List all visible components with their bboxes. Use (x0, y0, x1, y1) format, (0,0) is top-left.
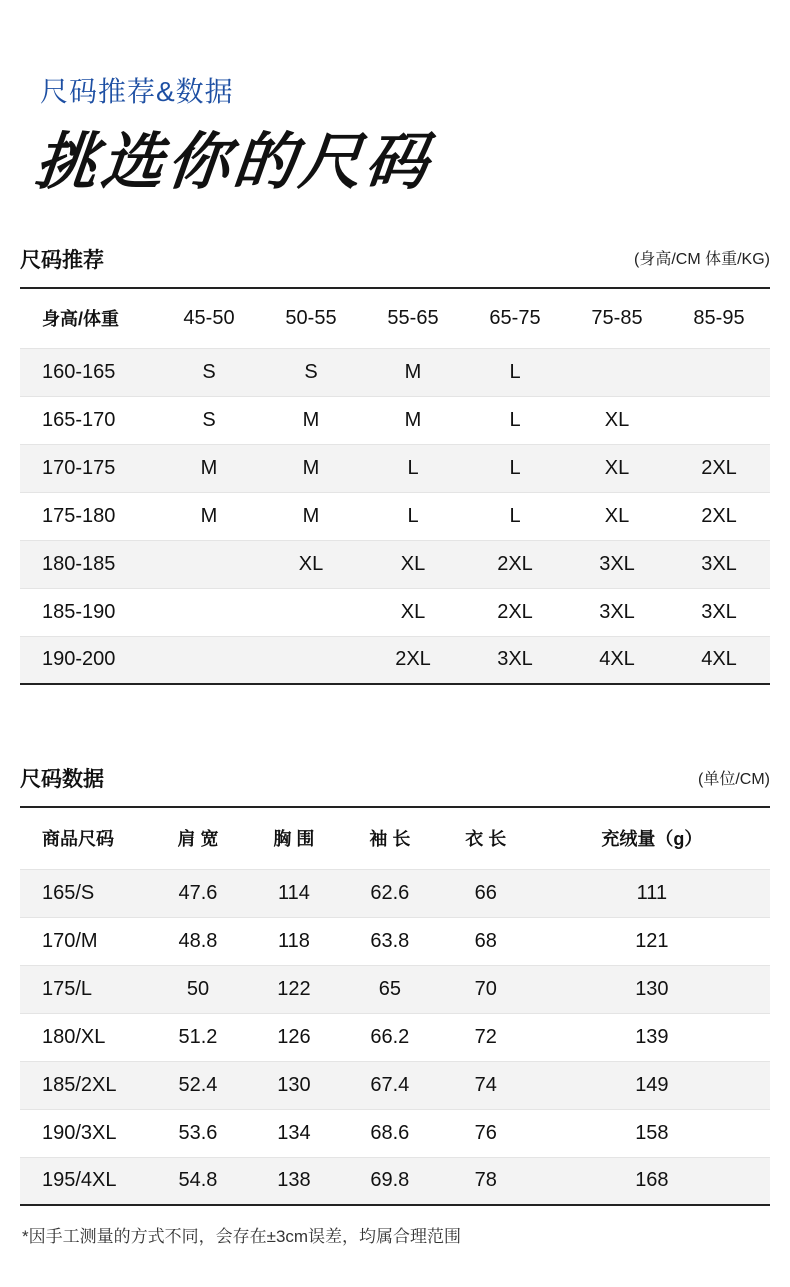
row-label-cell: 195/4XL (20, 1157, 150, 1205)
table-cell: 130 (534, 965, 770, 1013)
table-cell: 2XL (464, 540, 566, 588)
table-row (20, 588, 770, 636)
table-cell (566, 348, 668, 396)
column-header: 充绒量（g） (534, 807, 770, 869)
column-header: 胸 围 (246, 807, 342, 869)
table-cell: 4XL (566, 636, 668, 684)
table-cell: 2XL (668, 444, 770, 492)
table-cell: 69.8 (342, 1157, 438, 1205)
table-cell: S (158, 396, 260, 444)
row-label-cell: 180-185 (20, 540, 158, 588)
table-cell: 74 (438, 1061, 534, 1109)
column-header: 肩 宽 (150, 807, 246, 869)
data-section-title: 尺码数据 (20, 768, 104, 791)
table-cell (260, 588, 362, 636)
table-cell: 50 (150, 965, 246, 1013)
table-header-row (20, 807, 770, 869)
table-row (20, 348, 770, 396)
table-cell (260, 636, 362, 684)
table-cell: 111 (534, 869, 770, 917)
table-cell (158, 540, 260, 588)
column-header: 商品尺码 (20, 807, 150, 869)
table-cell: 3XL (668, 540, 770, 588)
table-row (20, 1109, 770, 1157)
row-label-cell: 170-175 (20, 444, 158, 492)
table-cell: 126 (246, 1013, 342, 1061)
column-header: 身高/体重 (20, 288, 158, 348)
size-recommendation-table (20, 287, 770, 685)
table-row (20, 444, 770, 492)
table-cell: 158 (534, 1109, 770, 1157)
table-cell: L (362, 492, 464, 540)
table-cell: 134 (246, 1109, 342, 1157)
table-cell: 68.6 (342, 1109, 438, 1157)
table-cell: 2XL (668, 492, 770, 540)
table-cell: 2XL (464, 588, 566, 636)
table-cell: L (464, 396, 566, 444)
row-label-cell: 190-200 (20, 636, 158, 684)
table-cell: L (464, 444, 566, 492)
recommend-unit-note: (身高/CM 体重/KG) (634, 251, 770, 268)
table-cell: 63.8 (342, 917, 438, 965)
column-header: 55-65 (362, 288, 464, 348)
table-cell: 3XL (668, 588, 770, 636)
table-cell: XL (566, 444, 668, 492)
table-cell: 3XL (464, 636, 566, 684)
table-cell: 66 (438, 869, 534, 917)
table-cell (668, 348, 770, 396)
table-header-row (20, 288, 770, 348)
table-row (20, 869, 770, 917)
table-cell: 139 (534, 1013, 770, 1061)
table-cell: 51.2 (150, 1013, 246, 1061)
table-cell: XL (566, 492, 668, 540)
row-label-cell: 185-190 (20, 588, 158, 636)
table-row (20, 1013, 770, 1061)
column-header: 衣 长 (438, 807, 534, 869)
table-row (20, 917, 770, 965)
row-label-cell: 185/2XL (20, 1061, 150, 1109)
column-header: 85-95 (668, 288, 770, 348)
row-label-cell: 175-180 (20, 492, 158, 540)
table-cell: 72 (438, 1013, 534, 1061)
table-cell: 66.2 (342, 1013, 438, 1061)
table-cell: M (362, 396, 464, 444)
page-headline: 挑选你的尺码 (31, 128, 436, 197)
table-cell: 121 (534, 917, 770, 965)
recommend-section-title: 尺码推荐 (20, 249, 104, 272)
table-cell: 52.4 (150, 1061, 246, 1109)
table-cell: M (362, 348, 464, 396)
row-label-cell: 175/L (20, 965, 150, 1013)
table-cell: 65 (342, 965, 438, 1013)
table-cell: 122 (246, 965, 342, 1013)
table-cell: 47.6 (150, 869, 246, 917)
column-header: 45-50 (158, 288, 260, 348)
page-subtitle: 尺码推荐&数据 (40, 76, 234, 107)
table-cell (158, 588, 260, 636)
table-cell: L (362, 444, 464, 492)
measurement-footnote: *因手工测量的方式不同，会存在±3cm误差，均属合理范围 (22, 1227, 462, 1246)
table-cell: 168 (534, 1157, 770, 1205)
row-label-cell: 180/XL (20, 1013, 150, 1061)
table-cell (158, 636, 260, 684)
table-cell: 3XL (566, 540, 668, 588)
table-row (20, 396, 770, 444)
table-cell: 138 (246, 1157, 342, 1205)
table-cell: 70 (438, 965, 534, 1013)
column-header: 50-55 (260, 288, 362, 348)
table-row (20, 1061, 770, 1109)
table-cell: 62.6 (342, 869, 438, 917)
table-cell: S (158, 348, 260, 396)
table-cell: 76 (438, 1109, 534, 1157)
table-cell: 130 (246, 1061, 342, 1109)
table-cell: XL (362, 540, 464, 588)
table-cell: XL (260, 540, 362, 588)
data-unit-note: (单位/CM) (698, 771, 770, 788)
table-cell: XL (362, 588, 464, 636)
table-cell: 67.4 (342, 1061, 438, 1109)
table-cell: XL (566, 396, 668, 444)
table-cell: M (158, 492, 260, 540)
table-cell: M (260, 444, 362, 492)
table-cell: 53.6 (150, 1109, 246, 1157)
table-cell: L (464, 492, 566, 540)
table-cell: 48.8 (150, 917, 246, 965)
column-header: 袖 长 (342, 807, 438, 869)
size-data-table (20, 806, 770, 1206)
table-row (20, 636, 770, 684)
table-cell: 78 (438, 1157, 534, 1205)
table-cell: 2XL (362, 636, 464, 684)
table-cell: 149 (534, 1061, 770, 1109)
row-label-cell: 160-165 (20, 348, 158, 396)
row-label-cell: 165-170 (20, 396, 158, 444)
table-cell: M (158, 444, 260, 492)
table-cell: M (260, 396, 362, 444)
row-label-cell: 170/M (20, 917, 150, 965)
table-cell: 118 (246, 917, 342, 965)
row-label-cell: 190/3XL (20, 1109, 150, 1157)
table-cell: 4XL (668, 636, 770, 684)
table-cell: 68 (438, 917, 534, 965)
table-cell: 54.8 (150, 1157, 246, 1205)
table-row (20, 965, 770, 1013)
column-header: 75-85 (566, 288, 668, 348)
table-cell: M (260, 492, 362, 540)
table-cell: L (464, 348, 566, 396)
table-row (20, 492, 770, 540)
row-label-cell: 165/S (20, 869, 150, 917)
table-cell: 3XL (566, 588, 668, 636)
table-cell: S (260, 348, 362, 396)
table-row (20, 540, 770, 588)
column-header: 65-75 (464, 288, 566, 348)
table-cell (668, 396, 770, 444)
table-row (20, 1157, 770, 1205)
table-cell: 114 (246, 869, 342, 917)
